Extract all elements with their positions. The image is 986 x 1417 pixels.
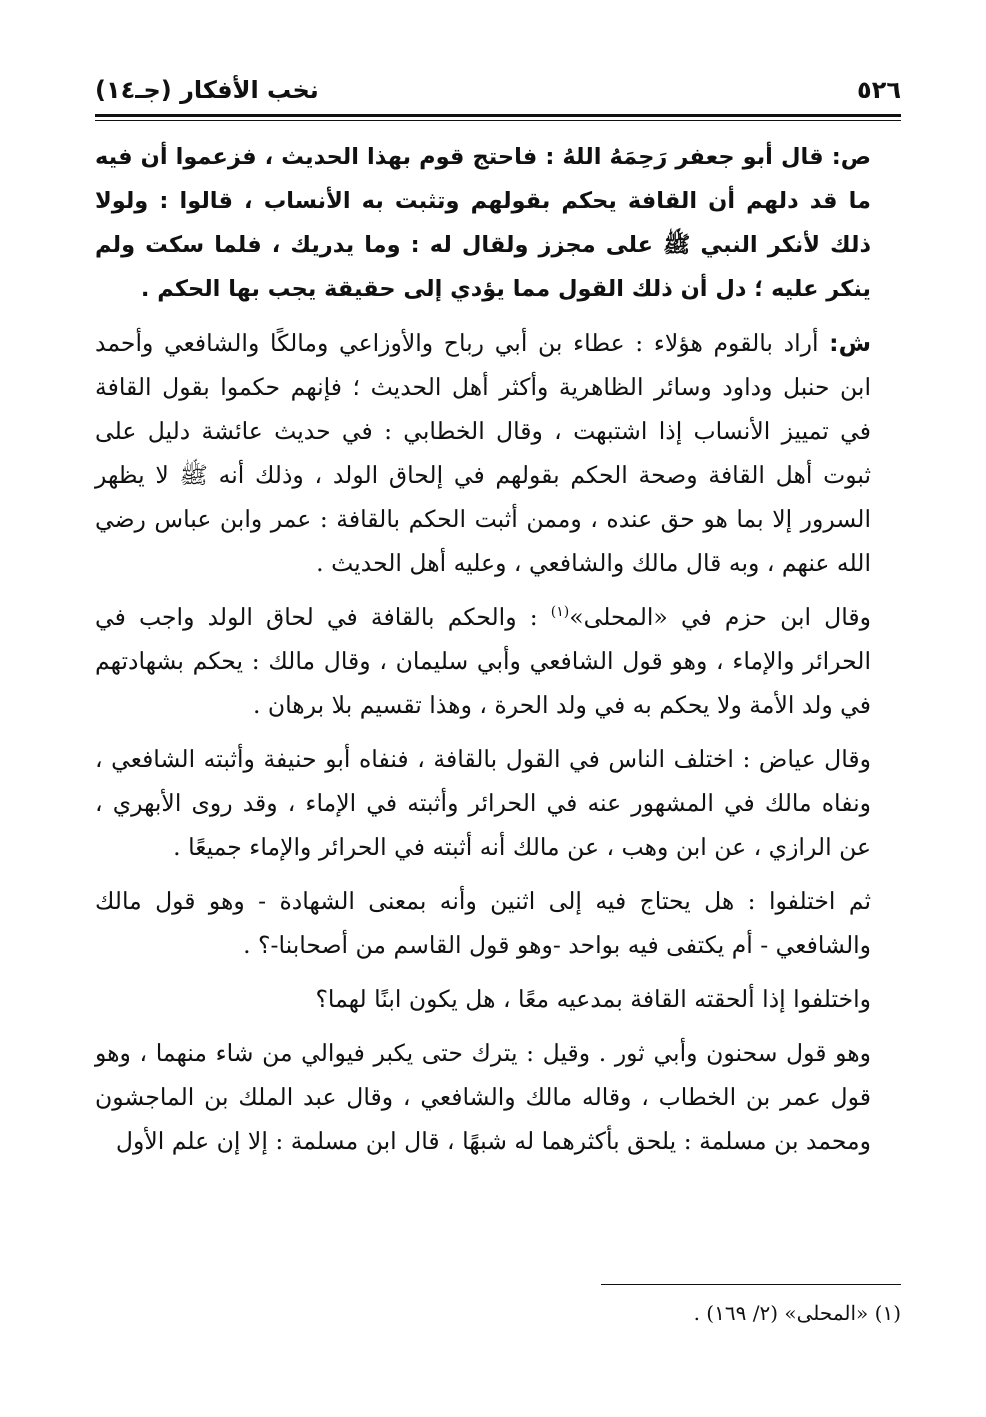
- footnote: (١) «المحلى» (٢/ ١٦٩) .: [693, 1301, 901, 1325]
- ibn-hazm-text-end: : والحكم بالقافة في لحاق الولد واجب في الحرائر والإماء ، وهو قول الشافعي وأبي سليمان ، وقال مالك : يحكم بشهادتهم في ولد الأمة ولا يحكم به في ولد الحرة ، وهذا تقسيم بلا برهان .: [95, 603, 871, 719]
- page-number: ٥٢٦: [857, 76, 901, 104]
- header-rule-thick: [95, 114, 901, 117]
- running-header: [95, 70, 901, 114]
- sharh-label: ش:: [829, 329, 871, 357]
- footnote-rule: [601, 1284, 901, 1285]
- ikhtilaf-paragraph: ثم اختلفوا : هل يحتاج فيه إلى اثنين وأنه بمعنى الشهادة - وهو قول مالك والشافعي - أم يكتفى فيه بواحد -وهو قول القاسم من أصحابنا-؟ .: [95, 887, 871, 959]
- sahnun-paragraph: وهو قول سحنون وأبي ثور . وقيل : يترك حتى يكبر فيوالي من شاء منهما ، وهو قول عمر بن الخطاب ، وقاله مالك والشافعي ، وقال عبد الملك بن الماجشون ومحمد بن مسلمة : يلحق بأكثرهما له شبهًا ، قال ابن مسلمة : إلا إن علم الأول: [95, 1039, 871, 1155]
- ibn-hazm-text-start: وقال ابن حزم في «المحلى»: [569, 603, 871, 631]
- matn-text: قال أبو جعفر رَحِمَهُ اللهُ : فاحتج قوم بهذا الحديث ، فزعموا أن فيه ما قد دلهم أن القافة يحكم بقولهم وتثبت به الأنساب ، قالوا : ولولا ذلك لأنكر النبي ﷺ على مجزز ولقال له : وما يدريك ، فلما سكت ولم ينكر عليه ؛ دل أن ذلك القول مما يؤدي إلى حقيقة يجب بها الحكم .: [95, 144, 871, 302]
- ibn-hazm-paragraph: [95, 595, 901, 727]
- sharh-text: أراد بالقوم هؤلاء : عطاء بن أبي رباح والأوزاعي ومالكًا والشافعي وأحمد ابن حنبل وداود وسائر الظاهرية وأكثر أهل الحديث ؛ فإنهم حكموا بقول القافة في تمييز الأنساب إذا اشتبهت ، وقال الخطابي : في حديث عائشة دليل على ثبوت أهل القافة وصحة الحكم بقولهم في إلحاق الولد ، وذلك أنه ﷺ لا يظهر السرور إلا بما هو حق عنده ، وممن أثبت الحكم بالقافة : عمر وابن عباس رضي الله عنهم ، وبه قال مالك والشافعي ، وعليه أهل الحديث .: [95, 329, 871, 577]
- matn-label: ص:: [831, 144, 871, 170]
- book-page: [95, 70, 901, 1350]
- matn-paragraph: [95, 135, 901, 311]
- header-rule-thin: [95, 120, 901, 121]
- ilhaq-question-paragraph: واختلفوا إذا ألحقته القافة بمدعيه معًا ، هل يكون ابنًا لهما؟: [315, 985, 871, 1013]
- iyad-paragraph: وقال عياض : اختلف الناس في القول بالقافة ، فنفاه أبو حنيفة وأثبته الشافعي ، ونفاه مالك في المشهور عنه في الحرائر وأثبته في الإماء ، وقد روى الأبهري ، عن الرازي ، عن ابن وهب ، عن مالك أنه أثبته في الحرائر والإماء جميعًا .: [95, 745, 871, 861]
- sharh-paragraph: [95, 321, 901, 585]
- footnote-marker: (١): [550, 604, 570, 621]
- book-title: نخب الأفكار (جـ١٤): [95, 76, 319, 104]
